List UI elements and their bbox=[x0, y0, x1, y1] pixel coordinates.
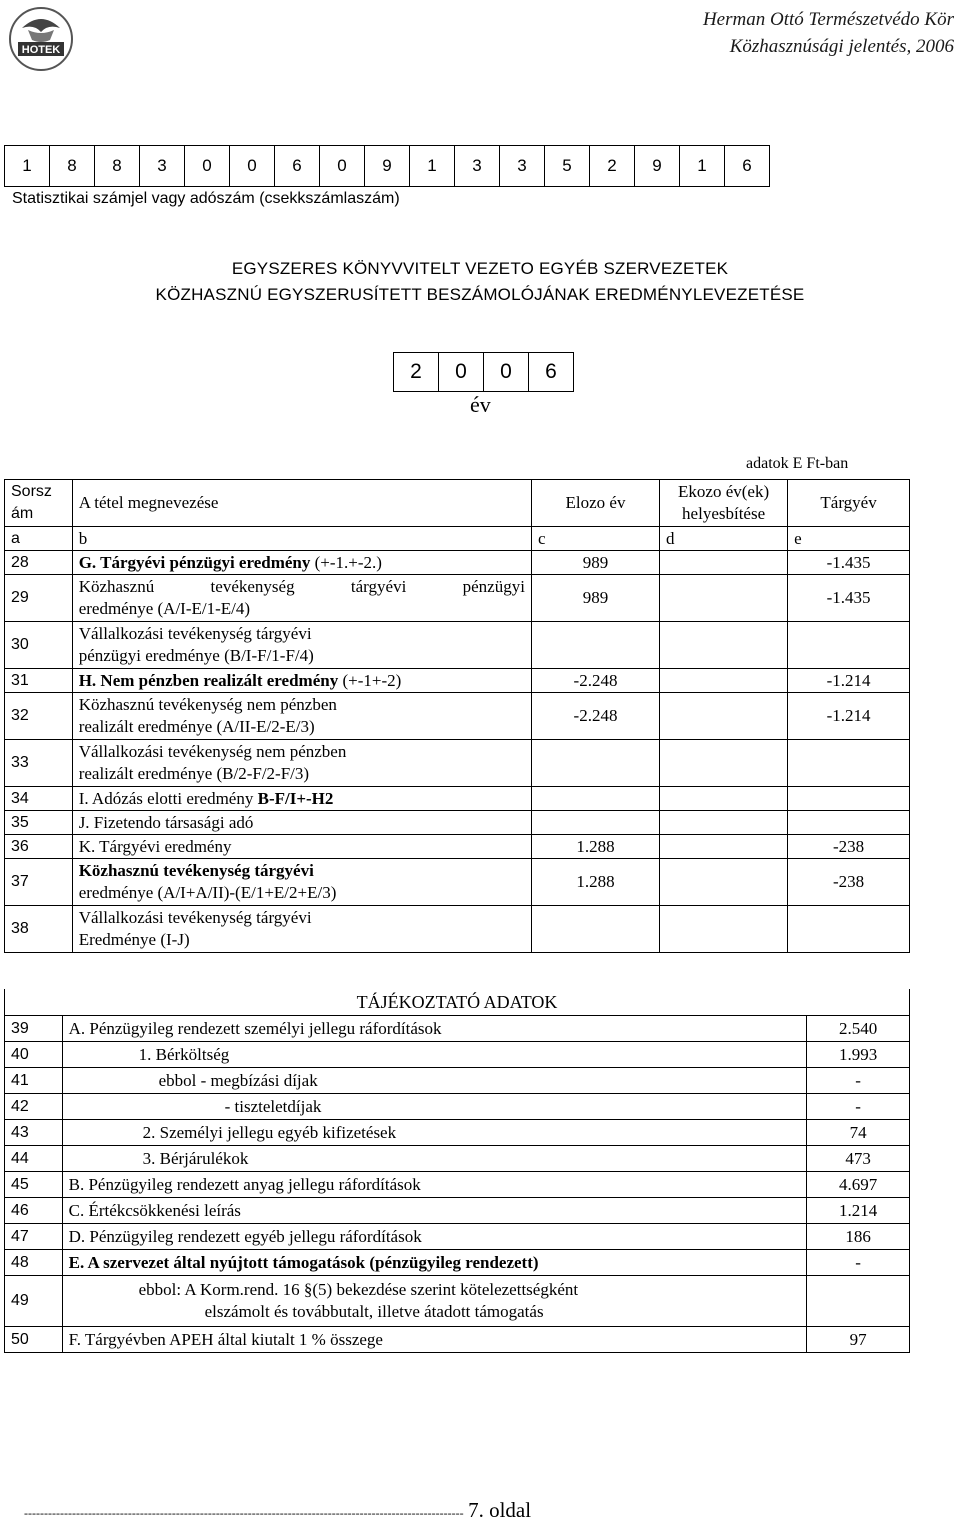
info-row bbox=[5, 1224, 910, 1250]
row-current-value: -238 bbox=[788, 835, 910, 859]
info-section-title: TÁJÉKOZTATÓ ADATOK bbox=[4, 989, 910, 1016]
info-row-label: D. Pénzügyileg rendezett egyéb jellegu ráfordítások bbox=[62, 1224, 807, 1250]
footer-dashes: -------------------------------------------------------------------------------------------------------------- bbox=[24, 1506, 464, 1520]
info-row bbox=[5, 1068, 910, 1094]
info-row bbox=[5, 1042, 910, 1068]
tax-digit: 5 bbox=[545, 146, 590, 187]
row-current-value bbox=[788, 740, 910, 787]
info-row-value: 1.993 bbox=[807, 1042, 910, 1068]
row-label-rest: (+-1.+-2.) bbox=[310, 552, 382, 572]
year-digit: 6 bbox=[529, 353, 574, 392]
row-correction-value bbox=[660, 787, 788, 811]
info-row-number: 39 bbox=[5, 1016, 63, 1042]
row-number: 28 bbox=[5, 551, 73, 575]
info-row-value: 74 bbox=[807, 1120, 910, 1146]
row-label-line1: Közhasznú tevékenység tárgyévi pénzügyi bbox=[78, 577, 525, 596]
row-correction-value bbox=[660, 693, 788, 740]
row-prev-value: 1.288 bbox=[531, 835, 659, 859]
row-current-value bbox=[788, 622, 910, 669]
tax-digit: 9 bbox=[365, 146, 410, 187]
info-row-value: 4.697 bbox=[807, 1172, 910, 1198]
row-number: 29 bbox=[5, 575, 73, 622]
row-number: 32 bbox=[5, 693, 73, 740]
row-label-text: I. Adózás elotti eredmény bbox=[78, 788, 258, 808]
info-row-value: 97 bbox=[807, 1327, 910, 1353]
row-correction-value bbox=[660, 906, 788, 953]
table-row bbox=[5, 622, 910, 669]
row-label bbox=[72, 740, 531, 787]
info-row-value: - bbox=[807, 1250, 910, 1276]
row-label-line1: Közhasznú tevékenység tárgyévi bbox=[78, 861, 314, 880]
col-sorszam: Sorsz ám bbox=[5, 480, 73, 527]
info-row-value: 1.214 bbox=[807, 1198, 910, 1224]
table-row bbox=[5, 740, 910, 787]
col-letter: e bbox=[788, 527, 910, 551]
row-prev-value bbox=[531, 787, 659, 811]
row-label bbox=[72, 551, 531, 575]
info-row-number: 47 bbox=[5, 1224, 63, 1250]
logo-text: HOTEK bbox=[21, 44, 61, 56]
info-row-value: 473 bbox=[807, 1146, 910, 1172]
row-prev-value: -2.248 bbox=[531, 693, 659, 740]
page-footer bbox=[24, 1498, 531, 1523]
info-table bbox=[4, 1015, 910, 1353]
row-correction-value bbox=[660, 859, 788, 906]
tax-digit: 3 bbox=[140, 146, 185, 187]
row-label: J. Fizetendo társasági adó bbox=[72, 811, 531, 835]
row-number: 30 bbox=[5, 622, 73, 669]
tax-digit: 9 bbox=[635, 146, 680, 187]
logo bbox=[8, 6, 74, 72]
row-number: 38 bbox=[5, 906, 73, 953]
info-row bbox=[5, 1146, 910, 1172]
row-prev-value: -2.248 bbox=[531, 669, 659, 693]
info-row-label-line1: ebbol: A Korm.rend. 16 §(5) bekezdése szerint kötelezettségként bbox=[138, 1280, 579, 1299]
row-prev-value: 989 bbox=[531, 575, 659, 622]
info-row-label-line2: elszámolt és továbbutalt, illetve átadott támogatás bbox=[204, 1302, 544, 1321]
year-digit: 2 bbox=[394, 353, 439, 392]
col-letter: a bbox=[5, 527, 73, 551]
table-row bbox=[5, 906, 910, 953]
info-row-label: A. Pénzügyileg rendezett személyi jellegu ráfordítások bbox=[62, 1016, 807, 1042]
col-correction bbox=[660, 480, 788, 527]
row-label-line1: Közhasznú tevékenység nem pénzben bbox=[78, 695, 337, 714]
doc-title bbox=[0, 256, 960, 308]
tax-digit: 0 bbox=[320, 146, 365, 187]
info-row-number: 42 bbox=[5, 1094, 63, 1120]
row-label-line2: realizált eredménye (A/II-E/2-E/3) bbox=[78, 717, 315, 736]
tax-digit: 8 bbox=[95, 146, 140, 187]
table-row bbox=[5, 575, 910, 622]
row-label-bold: B-F/I+-H2 bbox=[257, 788, 334, 808]
row-prev-value bbox=[531, 740, 659, 787]
row-correction-value bbox=[660, 835, 788, 859]
row-label-line2: realizált eredménye (B/2-F/2-F/3) bbox=[78, 764, 310, 783]
page-header bbox=[703, 6, 954, 60]
info-row bbox=[5, 1250, 910, 1276]
info-row bbox=[5, 1198, 910, 1224]
info-row-label: 1. Bérköltség bbox=[62, 1042, 807, 1068]
col-letter: c bbox=[531, 527, 659, 551]
info-row-label: E. A szervezet által nyújtott támogatások (pénzügyileg rendezett) bbox=[62, 1250, 807, 1276]
tax-digit: 2 bbox=[590, 146, 635, 187]
doc-title-line2: KÖZHASZNÚ EGYSZERUSÍTETT BESZÁMOLÓJÁNAK EREDMÉNYLEVEZETÉSE bbox=[155, 285, 805, 304]
row-label-bold: G. Tárgyévi pénzügyi eredmény bbox=[78, 552, 311, 572]
col-current: Tárgyév bbox=[788, 480, 910, 527]
col-letter: d bbox=[660, 527, 788, 551]
info-row-value: - bbox=[807, 1094, 910, 1120]
info-row-number: 43 bbox=[5, 1120, 63, 1146]
info-row bbox=[5, 1172, 910, 1198]
col-name: A tétel megnevezése bbox=[72, 480, 531, 527]
info-row-label: 2. Személyi jellegu egyéb kifizetések bbox=[62, 1120, 807, 1146]
row-current-value bbox=[788, 787, 910, 811]
info-row-label: 3. Bérjárulékok bbox=[62, 1146, 807, 1172]
doc-title-line1: EGYSZERES KÖNYVVITELT VEZETO EGYÉB SZERVEZETEK bbox=[231, 259, 729, 278]
row-current-value: -1.435 bbox=[788, 551, 910, 575]
info-row bbox=[5, 1327, 910, 1353]
tax-digit: 1 bbox=[410, 146, 455, 187]
info-row bbox=[5, 1276, 910, 1327]
tax-id-caption: Statisztikai számjel vagy adószám (csekkszámlaszám) bbox=[12, 190, 400, 207]
report-title: Közhasznúsági jelentés, 2006 bbox=[729, 36, 954, 57]
year-boxes bbox=[393, 352, 574, 392]
row-label-line1: Vállalkozási tevékenység tárgyévi bbox=[78, 624, 312, 643]
row-number: 37 bbox=[5, 859, 73, 906]
row-prev-value: 1.288 bbox=[531, 859, 659, 906]
col-correction-l2: helyesbítése bbox=[682, 504, 766, 523]
org-name: Herman Ottó Természetvédo Kör bbox=[702, 9, 954, 30]
row-label-line2: Eredménye (I-J) bbox=[78, 930, 190, 949]
tax-id-boxes bbox=[4, 145, 770, 187]
tax-digit: 1 bbox=[680, 146, 725, 187]
info-row bbox=[5, 1016, 910, 1042]
row-label bbox=[72, 859, 531, 906]
row-label-bold: H. Nem pénzben realizált eredmény bbox=[78, 670, 339, 690]
row-current-value: -238 bbox=[788, 859, 910, 906]
info-row-value: 2.540 bbox=[807, 1016, 910, 1042]
row-label bbox=[72, 906, 531, 953]
info-row-number: 49 bbox=[5, 1276, 63, 1327]
tax-digit: 0 bbox=[185, 146, 230, 187]
table-row bbox=[5, 835, 910, 859]
row-label-line1: Vállalkozási tevékenység nem pénzben bbox=[78, 742, 347, 761]
row-correction-value bbox=[660, 740, 788, 787]
info-row bbox=[5, 1094, 910, 1120]
row-correction-value bbox=[660, 551, 788, 575]
row-number: 33 bbox=[5, 740, 73, 787]
info-row-label bbox=[62, 1276, 807, 1327]
row-label: K. Tárgyévi eredmény bbox=[72, 835, 531, 859]
row-label-line2: eredménye (A/I-E/1-E/4) bbox=[78, 599, 251, 618]
letters-row bbox=[5, 527, 910, 551]
row-correction-value bbox=[660, 622, 788, 669]
col-prev: Elozo év bbox=[531, 480, 659, 527]
row-number: 35 bbox=[5, 811, 73, 835]
row-prev-value bbox=[531, 811, 659, 835]
info-row-label: F. Tárgyévben APEH által kiutalt 1 % összege bbox=[62, 1327, 807, 1353]
info-row-number: 45 bbox=[5, 1172, 63, 1198]
col-correction-l1: Ekozo év(ek) bbox=[678, 482, 770, 501]
row-correction-value bbox=[660, 811, 788, 835]
table-row bbox=[5, 859, 910, 906]
row-prev-value: 989 bbox=[531, 551, 659, 575]
income-statement-table bbox=[4, 479, 910, 953]
col-letter: b bbox=[72, 527, 531, 551]
tax-digit: 0 bbox=[230, 146, 275, 187]
year-digit: 0 bbox=[484, 353, 529, 392]
row-label bbox=[72, 693, 531, 740]
year-label: év bbox=[470, 392, 491, 417]
info-row-value: 186 bbox=[807, 1224, 910, 1250]
row-current-value: -1.214 bbox=[788, 669, 910, 693]
row-number: 31 bbox=[5, 669, 73, 693]
table-row bbox=[5, 669, 910, 693]
info-row-label: - tiszteletdíjak bbox=[62, 1094, 807, 1120]
year-digit: 0 bbox=[439, 353, 484, 392]
row-prev-value bbox=[531, 906, 659, 953]
row-current-value bbox=[788, 906, 910, 953]
tax-digit: 6 bbox=[275, 146, 320, 187]
table-header-row bbox=[5, 480, 910, 527]
row-label bbox=[72, 622, 531, 669]
row-number: 34 bbox=[5, 787, 73, 811]
info-row-number: 40 bbox=[5, 1042, 63, 1068]
tax-digit: 1 bbox=[5, 146, 50, 187]
row-label-line1: Vállalkozási tevékenység tárgyévi bbox=[78, 908, 312, 927]
row-label bbox=[72, 787, 531, 811]
row-label-rest: (+-1+-2) bbox=[338, 670, 402, 690]
row-current-value: -1.214 bbox=[788, 693, 910, 740]
info-row-value bbox=[807, 1276, 910, 1327]
table-row bbox=[5, 811, 910, 835]
info-row-number: 46 bbox=[5, 1198, 63, 1224]
info-row-number: 44 bbox=[5, 1146, 63, 1172]
bird-logo-icon bbox=[8, 6, 74, 72]
tax-digit: 8 bbox=[50, 146, 95, 187]
table-row bbox=[5, 787, 910, 811]
info-row-value: - bbox=[807, 1068, 910, 1094]
tax-digit: 3 bbox=[500, 146, 545, 187]
info-row-label: B. Pénzügyileg rendezett anyag jellegu ráfordítások bbox=[62, 1172, 807, 1198]
tax-digit: 6 bbox=[725, 146, 770, 187]
row-label-line2: pénzügyi eredménye (B/I-F/1-F/4) bbox=[78, 646, 314, 665]
table-row bbox=[5, 551, 910, 575]
unit-note: adatok E Ft-ban bbox=[746, 455, 849, 472]
row-prev-value bbox=[531, 622, 659, 669]
info-row-label: ebbol - megbízási díjak bbox=[62, 1068, 807, 1094]
row-label bbox=[72, 575, 531, 622]
info-row-label: C. Értékcsökkenési leírás bbox=[62, 1198, 807, 1224]
info-row-number: 48 bbox=[5, 1250, 63, 1276]
info-row-number: 50 bbox=[5, 1327, 63, 1353]
row-correction-value bbox=[660, 669, 788, 693]
page-number: 7. oldal bbox=[468, 1498, 532, 1522]
row-label bbox=[72, 669, 531, 693]
row-correction-value bbox=[660, 575, 788, 622]
row-label-line2: eredménye (A/I+A/II)-(E/1+E/2+E/3) bbox=[78, 883, 337, 902]
tax-digit: 3 bbox=[455, 146, 500, 187]
table-row bbox=[5, 693, 910, 740]
row-current-value bbox=[788, 811, 910, 835]
row-current-value: -1.435 bbox=[788, 575, 910, 622]
row-number: 36 bbox=[5, 835, 73, 859]
info-row-number: 41 bbox=[5, 1068, 63, 1094]
info-row bbox=[5, 1120, 910, 1146]
